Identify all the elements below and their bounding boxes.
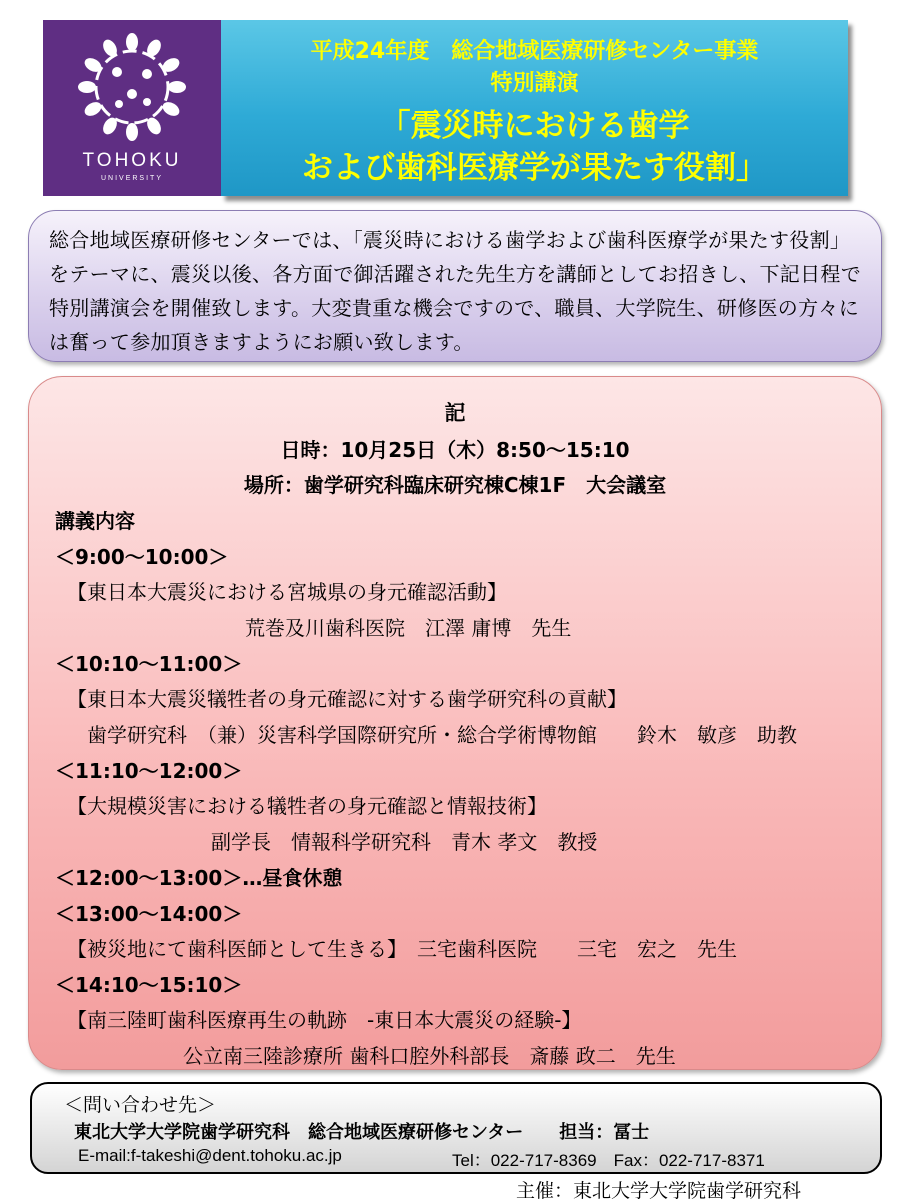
contact-organization: 東北大学大学院歯学研究科 総合地域医療研修センター 担当：冨士	[74, 1122, 650, 1143]
title-banner	[221, 20, 848, 196]
session-speaker: 歯学研究科 （兼）災害科学国際研究所・総合学術博物館 鈴木 敏彦 助教	[87, 723, 797, 747]
session-time: ＜13:00〜14:00＞	[55, 902, 243, 926]
contents-label: 講義内容	[55, 509, 135, 533]
university-logo	[43, 20, 221, 196]
title-lecture-type: 特別講演	[490, 71, 579, 96]
title-main-2: および歯科医療学が果たす役割」	[302, 150, 767, 186]
title-main-1: 「震災時における歯学	[379, 108, 690, 144]
session-title: 【大規模災害における犠牲者の身元確認と情報技術】	[67, 794, 547, 818]
intro-panel	[28, 210, 882, 362]
session-title: 【東日本大震災における宮城県の身元確認活動】	[67, 580, 507, 604]
laurel-wreath-icon	[77, 32, 187, 142]
session-title: 【南三陸町歯科医療再生の軌跡 -東日本大震災の経験-】	[67, 1008, 582, 1032]
schedule-panel	[28, 376, 882, 1070]
contact-email[interactable]: E-mail:f-takeshi@dent.tohoku.ac.jp	[78, 1146, 342, 1165]
organizer-credit: 主催：東北大学大学院歯学研究科	[516, 1180, 802, 1200]
session-title: 【東日本大震災犠牲者の身元確認に対する歯学研究科の貢献】	[67, 687, 627, 711]
logo-subtitle: UNIVERSITY	[100, 175, 163, 182]
lunch-break: ＜12:00〜13:00＞…昼食休憩	[55, 866, 343, 890]
session-time: ＜9:00〜10:00＞	[55, 545, 229, 569]
title-program: 平成24年度 総合地域医療研修センター事業	[310, 39, 759, 64]
schedule-heading: 記	[444, 401, 466, 425]
session-time: ＜10:10〜11:00＞	[55, 652, 243, 676]
contact-phone: Tel：022-717-8369 Fax：022-717-8371	[452, 1151, 765, 1170]
contact-panel	[30, 1082, 882, 1174]
session-time: ＜11:10〜12:00＞	[55, 759, 243, 783]
session-speaker: 公立南三陸診療所 歯科口腔外科部長 斎藤 政二 先生	[183, 1044, 676, 1068]
event-datetime: 日時：10月25日（木）8:50〜15:10	[280, 438, 630, 462]
contact-heading: ＜問い合わせ先＞	[64, 1094, 217, 1116]
session-speaker: 荒巻及川歯科医院 江澤 庸博 先生	[245, 616, 572, 640]
session-title: 【被災地にて歯科医師として生きる】 三宅歯科医院 三宅 宏之 先生	[67, 937, 737, 961]
event-venue: 場所：歯学研究科臨床研究棟C棟1F 大会議室	[243, 473, 667, 497]
session-time: ＜14:10〜15:10＞	[55, 973, 243, 997]
logo-name: TOHOKU	[82, 150, 182, 171]
session-speaker: 副学長 情報科学研究科 青木 孝文 教授	[211, 830, 598, 854]
intro-text: 総合地域医療研修センターでは、「震災時における歯学および歯科医療学が果たす役割」をテーマに、震災以後、各方面で御活躍された先生方を講師としてお招きし、下記日程で特別講演会を開催致します。大変貴重な機会ですので、職員、大学院生、研修医の方々には奮って参加頂きますようにお願い致します。	[49, 228, 861, 354]
